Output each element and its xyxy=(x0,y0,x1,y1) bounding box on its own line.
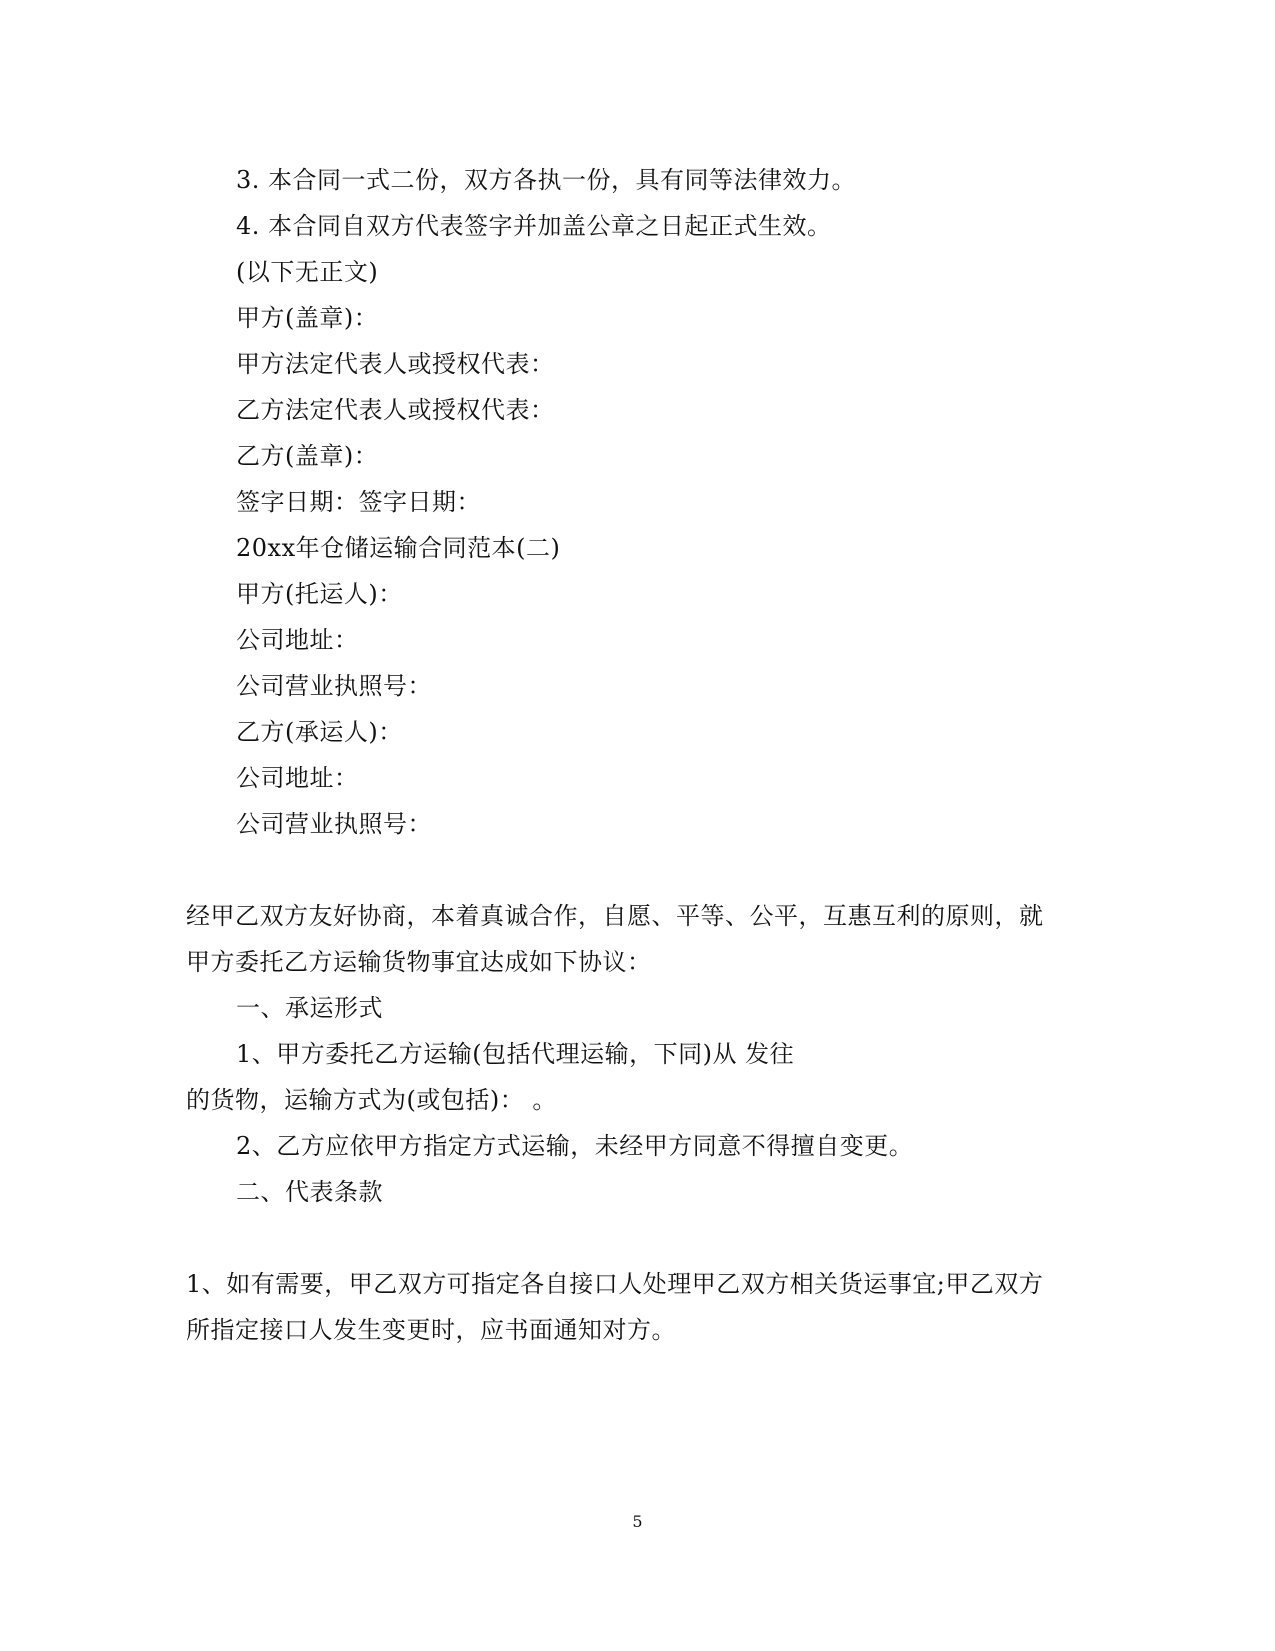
section-1-item-2: 2、乙方应依甲方指定方式运输，未经甲方同意不得擅自变更。 xyxy=(236,1132,914,1160)
clause-3: 3. 本合同一式二份，双方各执一份，具有同等法律效力。 xyxy=(236,166,857,194)
party-a-license: 公司营业执照号： xyxy=(236,672,432,700)
section-1-item-1-line-1: 1、甲方委托乙方运输(包括代理运输，下同)从 发往 xyxy=(236,1040,795,1068)
party-b-license: 公司营业执照号： xyxy=(236,810,432,838)
clause-4: 4. 本合同自双方代表签字并加盖公章之日起正式生效。 xyxy=(236,212,832,240)
party-b-address: 公司地址： xyxy=(236,764,359,792)
end-of-text-note: (以下无正文) xyxy=(236,258,379,286)
preamble-line-2: 甲方委托乙方运输货物事宜达成如下协议： xyxy=(186,948,652,976)
section-heading-2: 二、代表条款 xyxy=(236,1178,383,1206)
party-b-carrier: 乙方(承运人)： xyxy=(236,718,403,746)
party-b-representative: 乙方法定代表人或授权代表： xyxy=(236,396,555,424)
signing-dates: 签字日期：签字日期： xyxy=(236,488,481,516)
section-2-item-1-line-2: 所指定接口人发生变更时，应书面通知对方。 xyxy=(186,1316,676,1344)
party-a-address: 公司地址： xyxy=(236,626,359,654)
section-1-item-1-line-2: 的货物，运输方式为(或包括)： 。 xyxy=(186,1086,557,1114)
page-number: 5 xyxy=(632,1512,643,1531)
party-a-seal: 甲方(盖章)： xyxy=(236,304,379,332)
section-heading-1: 一、承运形式 xyxy=(236,994,383,1022)
preamble-line-1: 经甲乙双方友好协商，本着真诚合作，自愿、平等、公平，互惠互利的原则，就 xyxy=(186,902,1044,930)
party-a-shipper: 甲方(托运人)： xyxy=(236,580,403,608)
contract-title: 20xx年仓储运输合同范本(二) xyxy=(236,534,561,562)
section-2-item-1-line-1: 1、如有需要，甲乙双方可指定各自接口人处理甲乙双方相关货运事宜;甲乙双方 xyxy=(186,1270,1044,1298)
party-b-seal: 乙方(盖章)： xyxy=(236,442,379,470)
party-a-representative: 甲方法定代表人或授权代表： xyxy=(236,350,555,378)
